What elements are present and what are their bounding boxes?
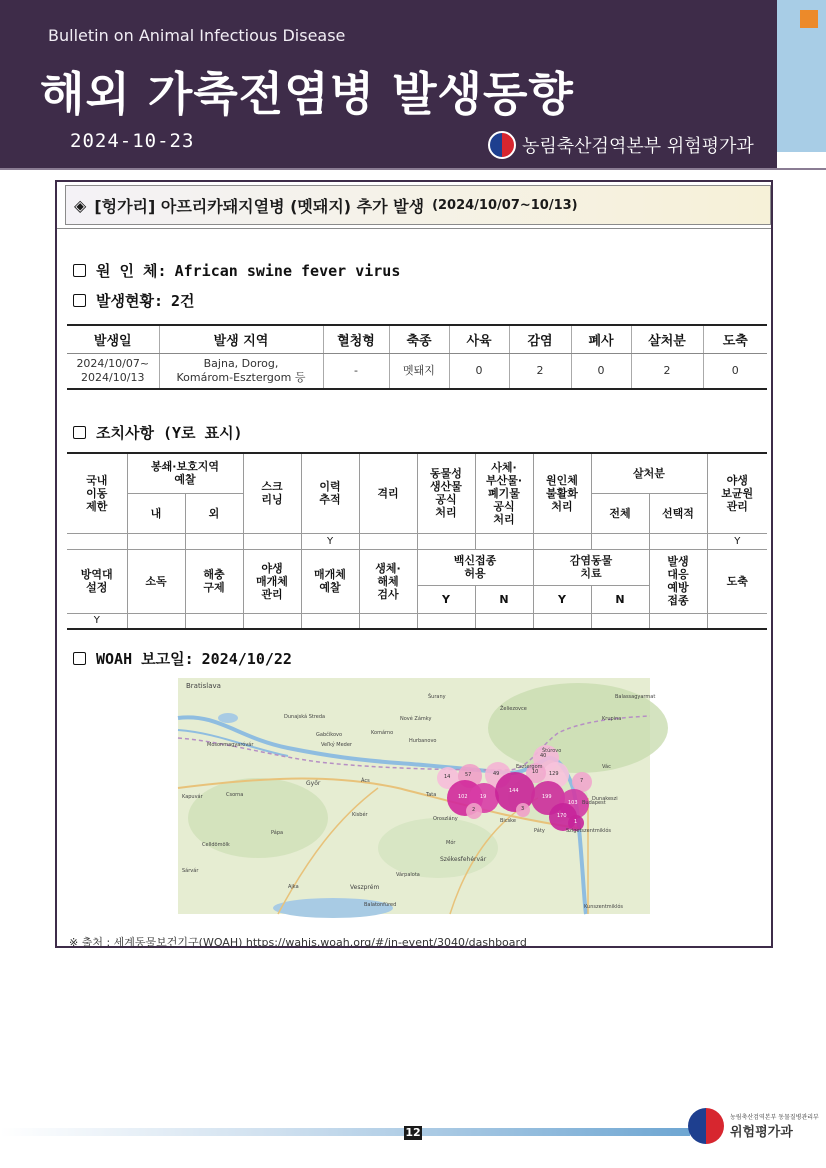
- cell-serotype: -: [323, 353, 389, 389]
- cluster-label: 129: [549, 771, 559, 777]
- cluster-label: 19: [480, 794, 487, 800]
- outbreak-table-header: [67, 325, 767, 353]
- measure-isolation: 격리: [359, 453, 417, 533]
- measure-treatment: 감염동물 치료: [533, 549, 649, 585]
- cell-slaughtered: 0: [731, 363, 739, 377]
- place-label: Balassagyarmat: [615, 694, 656, 700]
- place-label: Budapest: [582, 800, 606, 806]
- col-header: 발생 지역: [159, 325, 323, 353]
- measure-cull: 살처분: [591, 453, 707, 493]
- orange-marker: [800, 10, 818, 28]
- woah-label: WOAH 보고일:: [96, 650, 194, 668]
- measure-vaccine-y: Y: [417, 585, 475, 613]
- taeguk-logo-icon: [488, 131, 516, 159]
- place-label: Szigetszentmiklós: [566, 828, 612, 834]
- cluster-label: 7: [580, 778, 584, 784]
- place-label: Mór: [446, 840, 456, 846]
- bulletin-subtitle: Bulletin on Animal Infectious Disease: [48, 26, 346, 45]
- measure-value: [243, 533, 301, 549]
- cluster-label: 14: [444, 774, 451, 780]
- header-divider: [0, 168, 826, 170]
- place-label: Šurany: [428, 694, 446, 700]
- measure-value: [67, 533, 127, 549]
- col-header: 도축: [703, 325, 767, 353]
- outbreak-map: [178, 678, 656, 914]
- measure-vaccine: 백신접종 허용: [417, 549, 533, 585]
- place-label: Mosonmagyaróvár: [207, 742, 254, 748]
- status-value: 2건: [171, 292, 195, 310]
- place-label: Celldömölk: [202, 842, 230, 848]
- place-label: Štúrovo: [542, 748, 562, 754]
- place-label: Ajka: [288, 884, 299, 890]
- measure-vaccine-n: N: [475, 585, 533, 613]
- place-label: Bicske: [500, 818, 516, 824]
- place-label: Csorna: [226, 792, 244, 798]
- cluster-label: 40: [540, 753, 547, 759]
- place-label: Dunajská Streda: [284, 714, 326, 720]
- measure-movement: 국내 이동 제한: [67, 453, 127, 533]
- cluster-label: 49: [493, 771, 500, 777]
- measure-value: [127, 613, 185, 629]
- measure-value: [649, 533, 707, 549]
- place-label: Veľký Meder: [321, 742, 352, 748]
- place-label: Esztergom: [516, 764, 543, 770]
- cell-infected: 2: [509, 353, 571, 389]
- checkbox-square-icon: [73, 294, 86, 307]
- measure-value: [591, 613, 649, 629]
- footer-gradient-line: [0, 1128, 690, 1136]
- place-label: Hurbanovo: [409, 738, 437, 744]
- section-title-bar: [65, 185, 771, 225]
- place-label: Páty: [534, 828, 545, 834]
- place-label: Székesfehérvár: [440, 856, 487, 863]
- status-line: [73, 290, 195, 311]
- place-label: Ács: [361, 778, 370, 784]
- page-title: 해외 가축전염병 발생동향: [40, 67, 574, 121]
- measure-value: Y: [67, 613, 127, 629]
- col-header: 살처분: [631, 325, 703, 353]
- measures-line: [73, 422, 243, 443]
- cluster-label: 1: [574, 819, 578, 825]
- measure-value: [185, 613, 243, 629]
- measure-carcass: 사체· 부산물· 폐기물 공식 처리: [475, 453, 533, 533]
- taeguk-logo-icon: [688, 1108, 724, 1144]
- measure-wild-vector: 야생 매개체 관리: [243, 549, 301, 613]
- place-label: Várpalota: [396, 872, 420, 878]
- map-svg: [178, 678, 650, 914]
- measure-value: [591, 533, 649, 549]
- measure-value: [707, 613, 767, 629]
- pathogen-label: 원 인 체:: [96, 262, 167, 280]
- place-label: Balatonfüred: [364, 902, 397, 908]
- measure-slaughter: 도축: [707, 549, 767, 613]
- measure-wildlife: 야생 보균원 관리: [707, 453, 767, 533]
- measure-value: [533, 613, 591, 629]
- place-label: Nové Zámky: [400, 716, 432, 722]
- woah-value: 2024/10/22: [201, 649, 292, 668]
- measure-value: Y: [301, 533, 359, 549]
- cell-dead: 0: [571, 353, 631, 389]
- measure-prevent: 발생 대응 예방 접종: [649, 549, 707, 613]
- cluster-label: 57: [465, 772, 472, 778]
- col-header: 축종: [389, 325, 449, 353]
- pathogen-value: African swine fever virus: [174, 261, 401, 280]
- measure-value: [475, 533, 533, 549]
- measure-pathogen-inactivation: 원인체 불활화 처리: [533, 453, 591, 533]
- measure-live-test: 생체· 해체 검사: [359, 549, 417, 613]
- diamond-bullet-icon: ◈: [74, 195, 87, 215]
- measure-value: [533, 533, 591, 549]
- measure-value: [359, 533, 417, 549]
- footer-org-small: 농림축산검역본부 동물질병관리부: [730, 1114, 819, 1121]
- measure-value: [185, 533, 243, 549]
- place-label: Želiezovce: [500, 706, 527, 712]
- place-label: Győr: [306, 780, 321, 787]
- section-title: [헝가리] 아프리카돼지열병 (멧돼지) 추가 발생: [94, 196, 425, 216]
- measures-table: [67, 452, 767, 630]
- measure-zone: 봉쇄·보호지역 예찰: [127, 453, 243, 493]
- footer-org: [688, 1108, 819, 1144]
- cluster-label: 3: [521, 806, 525, 812]
- place-label: Kunszentmiklós: [584, 904, 624, 910]
- measure-vector-watch: 매개체 예찰: [301, 549, 359, 613]
- measure-zone-out: 외: [185, 493, 243, 533]
- source-note: ※ 출처 : 세계동물보건기구(WOAH) https://wahis.woah.org/#/in-event/3040/dashboard: [69, 936, 527, 949]
- measure-disinfect: 소독: [127, 549, 185, 613]
- issue-date: 2024-10-23: [70, 130, 195, 152]
- measure-value: [301, 613, 359, 629]
- measure-trace: 이력 추적: [301, 453, 359, 533]
- cell-region: Bajna, Dorog, Komárom-Esztergom 등: [159, 353, 323, 389]
- measure-value: [359, 613, 417, 629]
- cluster-label: 103: [568, 800, 578, 806]
- place-label: Tata: [426, 792, 437, 798]
- checkbox-square-icon: [73, 652, 86, 665]
- measure-value: [475, 613, 533, 629]
- place-label: Krupina: [602, 716, 622, 722]
- cell-raised: 0: [449, 353, 509, 389]
- header-org: [488, 131, 754, 159]
- header-banner: [0, 0, 777, 168]
- section-period: (2024/10/07~10/13): [432, 197, 578, 213]
- place-label: Pápa: [271, 830, 284, 836]
- cluster-label: 199: [542, 794, 552, 800]
- measure-quarantine: 방역대 설정: [67, 549, 127, 613]
- place-label: Oroszlány: [433, 816, 458, 822]
- measure-value: [417, 613, 475, 629]
- measure-treatment-n: N: [591, 585, 649, 613]
- measures-label: 조치사항 (Y로 표시): [96, 424, 243, 442]
- cluster-label: 10: [532, 769, 539, 775]
- measure-screening: 스크 리닝: [243, 453, 301, 533]
- section-divider: [57, 228, 771, 229]
- place-label: Sárvár: [182, 868, 199, 874]
- footer-org-big: 위험평가과: [730, 1125, 793, 1140]
- col-header: 사육: [449, 325, 509, 353]
- measure-value: Y: [707, 533, 767, 549]
- measure-value: [127, 533, 185, 549]
- page-number: 12: [405, 1126, 421, 1139]
- measure-pest: 해충 구제: [185, 549, 243, 613]
- cell-date: 2024/10/07~ 2024/10/13: [67, 353, 159, 389]
- place-label: Kapuvár: [182, 794, 203, 800]
- measure-products: 동물성 생산물 공식 처리: [417, 453, 475, 533]
- place-label: Vác: [602, 764, 611, 770]
- measure-value: [243, 613, 301, 629]
- place-label: Kisbér: [352, 812, 368, 818]
- place-label: Dunakeszi: [592, 796, 618, 802]
- measure-cull-all: 전체: [591, 493, 649, 533]
- cell-species: 멧돼지: [389, 353, 449, 389]
- cluster-label: 170: [557, 813, 567, 819]
- checkbox-square-icon: [73, 426, 86, 439]
- cluster-label: 144: [509, 788, 519, 794]
- measure-value: [417, 533, 475, 549]
- place-label: Komárno: [371, 730, 394, 736]
- col-header: 발생일: [67, 325, 159, 353]
- cluster-label: 2: [472, 807, 476, 813]
- col-header: 혈청형: [323, 325, 389, 353]
- cluster-label: 102: [458, 794, 468, 800]
- pathogen-line: [73, 260, 400, 281]
- measure-cull-selective: 선택적: [649, 493, 707, 533]
- checkbox-square-icon: [73, 264, 86, 277]
- table-row: [67, 353, 767, 389]
- measure-value: [649, 613, 707, 629]
- measure-zone-in: 내: [127, 493, 185, 533]
- status-label: 발생현황:: [96, 292, 163, 310]
- outbreak-table: [67, 324, 767, 390]
- header-org-label: 농림축산검역본부 위험평가과: [522, 136, 754, 157]
- place-label: Bratislava: [186, 682, 221, 690]
- report-box: [55, 180, 773, 948]
- col-header: 감염: [509, 325, 571, 353]
- place-label: Gabčíkovo: [316, 732, 343, 738]
- cell-culled: 2: [631, 353, 703, 389]
- col-header: 폐사: [571, 325, 631, 353]
- place-label: Veszprém: [350, 884, 380, 891]
- woah-line: [73, 648, 292, 669]
- measure-treatment-y: Y: [533, 585, 591, 613]
- footer-org-text: [730, 1112, 819, 1140]
